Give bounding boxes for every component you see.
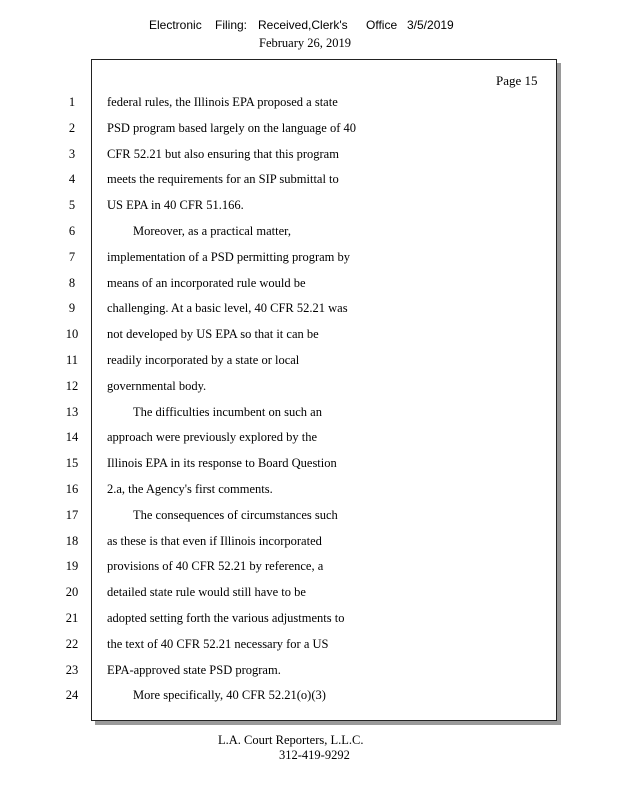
line-number: 2: [68, 120, 76, 135]
transcript-line: The difficulties incumbent on such an: [133, 404, 322, 419]
transcript-line: The consequences of circumstances such: [133, 507, 338, 522]
line-number: 6: [68, 224, 76, 238]
line-number: 24: [65, 688, 79, 703]
filed-date: February 26, 2019: [259, 36, 351, 50]
transcript-line: challenging. At a basic level, 40 CFR 52.21 was: [107, 301, 348, 316]
transcript-line: 2.a, the Agency's first comments.: [107, 482, 273, 496]
line-number: 20: [65, 585, 79, 600]
line-number: 5: [68, 198, 76, 213]
footer-reporter: L.A. Court Reporters, L.L.C.: [218, 733, 364, 747]
line-number: 22: [65, 636, 79, 651]
transcript-line: detailed state rule would still have to be: [107, 585, 306, 600]
line-number: 9: [68, 301, 76, 316]
footer-phone: 312-419-9292: [279, 748, 350, 762]
transcript-line: Illinois EPA in its response to Board Question: [107, 456, 337, 471]
line-number: 15: [65, 456, 79, 471]
transcript-line: readily incorporated by a state or local: [107, 353, 300, 367]
transcript-line: implementation of a PSD permitting program by: [107, 249, 351, 264]
transcript-line: not developed by US EPA so that it can be: [107, 327, 319, 342]
line-number: 3: [68, 146, 76, 161]
line-number: 17: [65, 507, 79, 522]
line-number: 14: [65, 430, 79, 445]
transcript-line: Moreover, as a practical matter,: [133, 224, 291, 238]
line-number: 11: [65, 353, 79, 367]
line-number: 19: [65, 559, 79, 574]
line-number: 13: [65, 404, 79, 419]
line-number: 21: [65, 611, 79, 625]
transcript-line: meets the requirements for an SIP submittal to: [107, 172, 339, 187]
transcript-line: means of an incorporated rule would be: [107, 275, 306, 290]
line-number: 12: [65, 378, 79, 393]
stamp-date: 3/5/2019: [407, 18, 454, 32]
line-number: 4: [68, 172, 76, 187]
transcript-line: provisions of 40 CFR 52.21 by reference, a: [107, 559, 324, 574]
line-number: 16: [65, 482, 79, 496]
line-number: 18: [65, 533, 79, 548]
page-number: Page 15: [496, 73, 538, 88]
transcript-line: federal rules, the Illinois EPA proposed a state: [107, 95, 338, 109]
stamp-filing: Filing:: [215, 18, 248, 32]
transcript-line: PSD program based largely on the language of 40: [107, 120, 357, 135]
stamp-received: Received,Clerk's: [258, 18, 348, 32]
transcript-line: approach were previously explored by the: [107, 430, 317, 445]
transcript-line: EPA-approved state PSD program.: [107, 662, 281, 677]
transcript-line: as these is that even if Illinois incorporated: [107, 533, 322, 548]
transcript-line: CFR 52.21 but also ensuring that this program: [107, 146, 339, 161]
transcript-line: adopted setting forth the various adjustments to: [107, 611, 345, 625]
transcript-line: the text of 40 CFR 52.21 necessary for a US: [107, 636, 329, 651]
line-number: 1: [68, 95, 76, 109]
line-number: 7: [68, 249, 76, 264]
transcript-line: governmental body.: [107, 378, 207, 393]
line-number: 10: [65, 327, 79, 342]
transcript-line: US EPA in 40 CFR 51.166.: [107, 198, 244, 213]
line-number: 8: [68, 275, 76, 290]
transcript-line: More specifically, 40 CFR 52.21(o)(3): [133, 688, 326, 703]
stamp-electronic: Electronic: [149, 18, 202, 32]
stamp-office: Office: [366, 18, 398, 32]
line-number: 23: [65, 662, 79, 677]
